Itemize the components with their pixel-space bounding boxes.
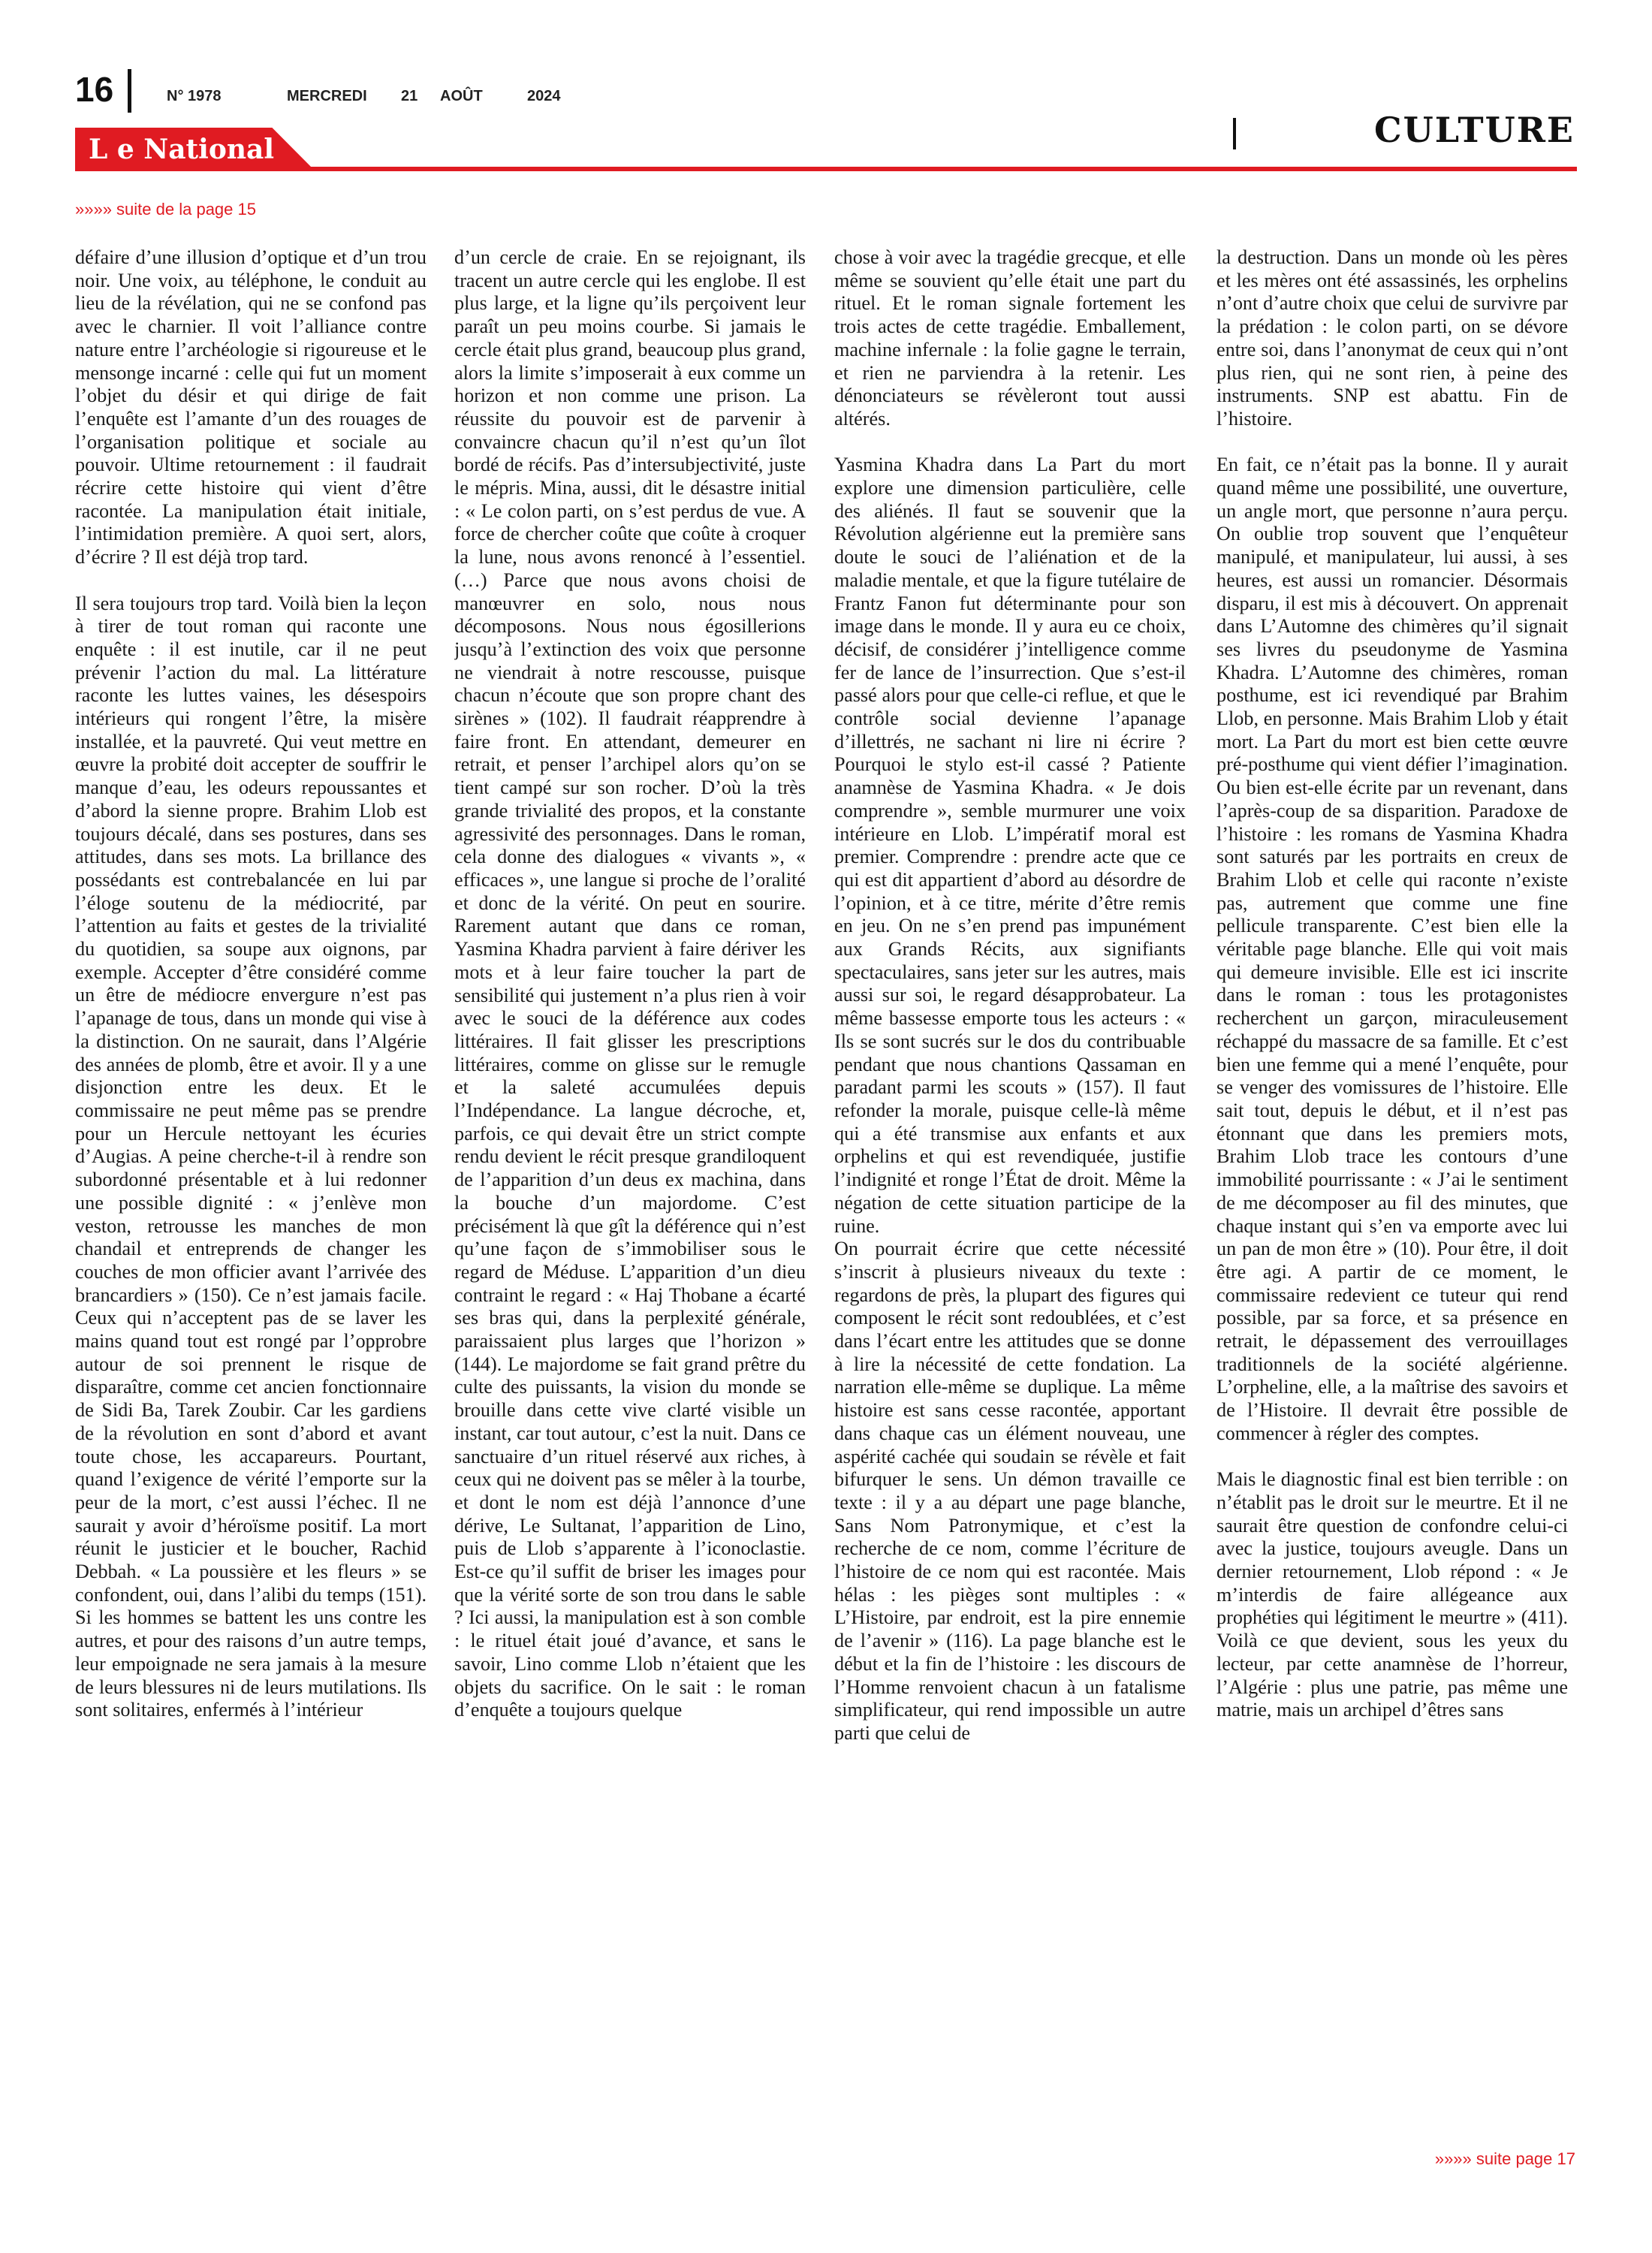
article-column-2 <box>454 246 806 2146</box>
issue-number: N° 1978 <box>167 88 222 104</box>
continued-to-link[interactable]: »»»» suite page 17 <box>1434 2149 1575 2168</box>
article-paragraph: Yasmina Khadra dans La Part du mort explore une dimension particulière, celle des aliénés. Il faut se souvenir que la Révolution algérienne eut la première sans doute le souci de l’aliénation et de la maladie mentale, et que la figure tutélaire de Frantz Fanon fut déterminante pour son image dans le monde. Il y aura eu ce choix, décisif, de considérer j’intelligence comme fer de lance de l’insurrection. Que s’est-il passé alors pour que celle-ci reflue, et que le contrôle social devienne l’apanage d’illettrés, ne sachant ni lire ni écrire ? Pourquoi le stylo est-il cassé ? Patiente anamnèse de Yasmina Khadra. « Je dois comprendre », semble murmurer une voix intérieure en Llob. L’impératif moral est premier. Comprendre : prendre acte que ce qui est dit appartient d’abord au désordre de l’opinion, et à ce titre, mérite d’être remis en jeu. On ne s’en prend pas impunément aux Grands Récits, aux signifiants spectaculaires, sans jeter sur les autres, mais aussi sur soi, le regard désapprobateur. La même bassesse emporte tous les acteurs : « Ils se sont sucrés sur le dos du contribuable pendant que nous chantions Qassaman en paradant parmi les scouts » (157). Il faut refonder la morale, puisque celle-là même qui a été transmise aux enfants et aux orphelins et qui est revendiquée, justifie l’indignité et ronge l’État de droit. Même la négation de cette situation participe de la ruine. <box>834 454 1186 1237</box>
brand-name: L e National <box>89 134 275 165</box>
date-weekday: MERCREDI <box>287 88 367 104</box>
date-month: AOÛT <box>440 88 483 104</box>
article-paragraph: la destruction. Dans un monde où les pères et les mères ont été assassinés, les orphelins n’ont d’autre choix que celui de survivre par la prédation : le colon parti, on se dévore entre soi, dans l’anonymat de ceux qui n’ont plus rien, qui ne sont rien, à peine des instruments. SNP est abattu. Fin de l’histoire. <box>1216 246 1568 430</box>
date-day: 21 <box>401 88 418 104</box>
article-column-4 <box>1216 246 1568 2146</box>
section-title: CULTURE <box>1374 110 1575 150</box>
article-paragraph: En fait, ce n’était pas la bonne. Il y aurait quand même une possibilité, une ouverture, un angle mort, que personne n’aura perçu. On oublie trop souvent que l’enquêteur manipulé, et manipulateur, lui aussi, à ses heures, est aussi un romancier. Désormais disparu, il est mis à découvert. On apprenait dans L’Automne des chimères qu’il signait ses livres du pseudonyme de Yasmina Khadra. L’Automne des chimères, roman posthume, est ici revendiqué par Brahim Llob, en personne. Mais Brahim Llob y était mort. La Part du mort est bien cette œuvre pré-posthume qui vient défier l’imagination. Ou bien est-elle écrite par un revenant, dans l’après-coup de sa disparition. Paradoxe de l’histoire : les romans de Yasmina Khadra sont saturés par les portraits en creux de Brahim Llob et celle qui raconte n’existe pas, autrement que comme une fine pellicule transparente. C’est bien elle la véritable page blanche. Elle qui voit mais qui demeure invisible. Elle est ici inscrite dans le roman : tous les protagonistes recherchent un garçon, miraculeusement réchappé du massacre de sa famille. Et c’est bien une femme qui a mené l’enquête, pour se venger des vomissures de l’histoire. Elle sait tout, depuis le début, et il n’est pas étonnant que dans les premiers mots, Brahim Llob trace les contours d’une immobilité pourrissante : « J’ai le sentiment de me décomposer au fil des minutes, que chaque instant qui s’en va emporte avec lui un pan de mon être » (10). Pour être, il doit être agi. A partir de ce moment, le commissaire redevient ce tuteur qui rend possible, par sa force, et sa présence en retrait, le dépassement des verrouillages traditionnels de la société algérienne. L’orpheline, elle, a la maîtrise des savoirs et de l’Histoire. Il devrait être possible de commencer à régler des comptes. <box>1216 454 1568 1444</box>
article-paragraph: chose à voir avec la tragédie grecque, et elle même se souvient qu’elle était une part du rituel. Et le roman signale fortement les trois actes de cette tragédie. Emballement, machine infernale : la folie gagne le terrain, et rien ne parviendra à la retenir. Les dénonciateurs se révèleront tout aussi altérés. <box>834 246 1186 430</box>
article-paragraph: défaire d’une illusion d’optique et d’un trou noir. Une voix, au téléphone, le conduit au lieu de la révélation, qui ne se confond pas avec le charnier. Il voit l’alliance contre nature entre l’archéologie si rigoureuse et le mensonge incarné : celle qui fut un moment l’objet du désir et qui dirige de fait l’enquête est l’amante d’un des rouages de l’organisation politique et sociale au pouvoir. Ultime retournement : il faudrait récrire cette histoire qui vient d’être racontée. La manipulation était initiale, l’intimidation première. A quoi sert, alors, d’écrire ? Il est déjà trop tard. <box>75 246 427 569</box>
page-number: 16 <box>75 70 114 109</box>
continued-from-link[interactable]: »»»» suite de la page 15 <box>75 200 256 219</box>
article-column-1 <box>75 246 427 2146</box>
article-column-3 <box>834 246 1186 2146</box>
date-year: 2024 <box>527 88 561 104</box>
section-divider <box>1233 118 1236 149</box>
article-paragraph: Il sera toujours trop tard. Voilà bien la leçon à tirer de tout roman qui raconte une enquête : il est inutile, car il ne peut prévenir l’action du mal. La littérature raconte les luttes vaines, les désespoirs intérieurs qui rongent l’être, la misère installée, et la pauvreté. Qui veut mettre en œuvre la probité doit accepter de souffrir le manque d’eau, les odeurs repoussantes et d’abord la sienne propre. Brahim Llob est toujours décalé, dans ses postures, dans ses attitudes, dans ses mots. La brillance des possédants est contrebalancée en lui par l’éloge soutenu de la médiocrité, par l’attention au faits et gestes de la trivialité du quotidien, sa soupe aux oignons, par exemple. Accepter d’être considéré comme un être de médiocre envergure n’est pas l’apanage de tous, dans un monde qui vise à la distinction. On ne saurait, dans l’Algérie des années de plomb, être et avoir. Il y a une disjonction entre les deux. Et le commissaire ne peut même pas se prendre pour un Hercule nettoyant les écuries d’Augias. A peine cherche-t-il à rendre son subordonné présentable et à lui redonner une possible dignité : « j’enlève mon veston, retrousse les manches de mon chandail et entreprends de changer les couches de mon officier avant l’arrivée des brancardiers » (150). Ce n’est jamais facile. Ceux qui n’acceptent pas de se laver les mains quand tout est rongé par l’opprobre autour de soi prennent le risque de disparaître, comme cet ancien fonctionnaire de Sidi Ba, Tarek Zoubir. Car les gardiens de la révolution en sont d’abord et avant toute chose, les accapareurs. Pourtant, quand l’exigence de vérité l’emporte sur la peur de la mort, c’est aussi l’échec. Il ne saurait y avoir d’héroïsme positif. La mort réunit le justicier et le boucher, Rachid Debbah. « La poussière et les fleurs » se confondent, oui, dans l’alibi du temps (151). Si les hommes se battent les uns contre les autres, et pour des raisons d’un autre temps, leur empoignade ne sera jamais à la mesure de leurs blessures ni de leurs mutilations. Ils sont solitaires, enfermés à l’intérieur <box>75 592 427 1721</box>
article-paragraph: d’un cercle de craie. En se rejoignant, ils tracent un autre cercle qui les englobe. Il est plus large, et la ligne qu’ils perçoivent leur paraît un peu moins courbe. Si jamais le cercle était plus grand, beaucoup plus grand, alors la limite s’imposerait à eux comme un horizon et non comme une prison. La réussite du pouvoir est de parvenir à convaincre chacun qu’il n’est qu’un îlot bordé de récifs. Pas d’intersubjectivité, juste le mépris. Mina, aussi, dit le désastre initial : « Le colon parti, on s’est perdus de vue. A force de chercher coûte que coûte à croquer la lune, nous avons renoncé à l’essentiel. (…) Parce que nous avons choisi de manœuvrer en solo, nous nous décomposons. Nous nous égosillerions jusqu’à l’extinction des voix que personne ne viendrait à notre rescousse, puisque chacun n’écoute que son propre chant des sirènes » (102). Il faudrait réapprendre à faire front. En attendant, demeurer en retrait, et penser l’archipel alors qu’on se tient campé sur son rocher. D’où la très grande trivialité des propos, et la constante agressivité des personnages. Dans le roman, cela donne des dialogues « vivants », « efficaces », une langue si proche de l’oralité et donc de la vérité. On peut en sourire. Rarement autant que dans ce roman, Yasmina Khadra parvient à faire dériver les mots et à leur faire toucher la part de sensibilité qui justement n’a plus rien à voir avec le souci de la déférence aux codes littéraires. Il fait glisser les prescriptions littéraires, comme on glisse sur le remugle et la saleté accumulées depuis l’Indépendance. La langue décroche, et, parfois, ce qui devait être un strict compte rendu devient le récit presque grandiloquent de l’apparition d’un deus ex machina, dans la bouche d’un majordome. C’est précisément là que gît la déférence qui n’est qu’une façon de s’immobiliser sous le regard de Méduse. L’apparition d’un dieu contraint le regard : « Haj Thobane a écarté ses bras qui, dans la perplexité générale, paraissaient plus larges que l’horizon » (144). Le majordome se fait grand prêtre du culte des puissants, la vision du monde se brouille dans cette vive clarté visible un instant, car tout autour, c’est la nuit. Dans ce sanctuaire d’un rituel réservé aux riches, à ceux qui ne doivent pas se mêler à la tourbe, et dont le nom est déjà l’annonce d’une dérive, Le Sultanat, l’apparition de Lino, puis de Llob s’apparente à l’iconoclastie. Est-ce qu’il suffit de briser les images pour que la vérité sorte de son trou dans le sable ? Ici aussi, la manipulation est à son comble : le rituel était joué d’avance, et sans le savoir, Lino comme Llob n’étaient que les objets du sacrifice. On le sait : le roman d’enquête a toujours quelque <box>454 246 806 1721</box>
page-number-divider <box>128 69 131 113</box>
article-paragraph: On pourrait écrire que cette nécessité s’inscrit à plusieurs niveaux du texte : regardons de près, la plupart des figures qui composent le récit sont redoublées, et c’est dans l’écart entre les attitudes que se donne à lire la nécessité de cette fondation. La narration elle-même se duplique. La même histoire est sans cesse racontée, apportant dans chaque cas un élément nouveau, une aspérité cachée qui soudain se révèle et fait bifurquer le sens. Un démon travaille ce texte : il y a au départ une page blanche, Sans Nom Patronymique, et c’est la recherche de ce nom, comme l’écriture de l’histoire de ce nom qui est racontée. Mais hélas : les pièges sont multiples : « L’Histoire, par endroit, est la pire ennemie de l’avenir » (116). La page blanche est le début et la fin de l’histoire : les discours de l’Homme renvoient chacun à un fatalisme simplificateur, qui rend impossible un autre parti que celui de <box>834 1238 1186 1744</box>
article-paragraph: Mais le diagnostic final est bien terrible : on n’établit pas le droit sur le meurtre. Et il ne saurait être question de confondre celui-ci avec la justice, toujours aveugle. Dans un dernier retournement, Llob répond : « Je m’interdis de faire allégeance aux prophéties qui légitiment le meurtre » (411). Voilà ce que devient, sous les yeux du lecteur, par cette anamnèse de l’horreur, l’Algérie : plus une patrie, pas même une matrie, mais un archipel d’êtres sans <box>1216 1468 1568 1721</box>
